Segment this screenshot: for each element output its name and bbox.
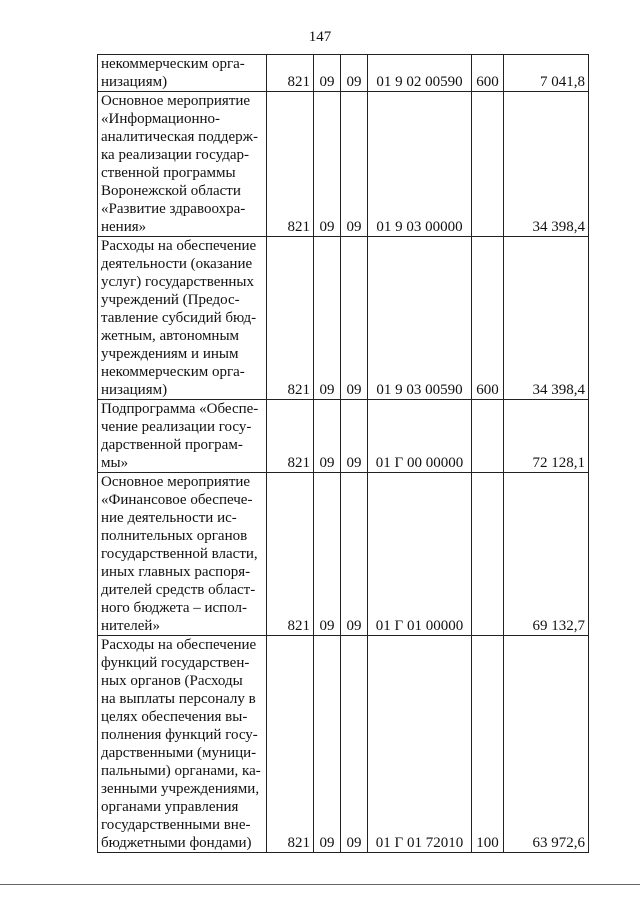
admin-code-cell: 821 — [267, 55, 314, 92]
item-name-line: низациям) — [101, 74, 168, 90]
item-name-line: Воронежской области — [101, 183, 241, 199]
amount-cell: 72 128,1 — [504, 400, 589, 473]
item-name-line: ного бюджета – испол- — [101, 600, 247, 616]
admin-code-cell: 821 — [267, 473, 314, 636]
item-name-line: пальными) органами, ка- — [101, 763, 261, 779]
table-row — [98, 473, 589, 636]
admin-code-cell: 821 — [267, 636, 314, 853]
expense-type-cell — [472, 400, 504, 473]
section-cell: 09 — [314, 636, 341, 853]
item-name-line: иных главных распоря- — [101, 564, 251, 580]
target-article-cell: 01 Г 00 00000 — [368, 400, 472, 473]
item-name-line: ние деятельности ис- — [101, 510, 237, 526]
expense-type-cell: 600 — [472, 55, 504, 92]
amount-cell: 34 398,4 — [504, 92, 589, 237]
item-name-line: на выплаты персоналу в — [101, 691, 256, 707]
item-name-line: чение реализации госу- — [101, 419, 252, 435]
item-name-line: дарственной програм- — [101, 437, 243, 453]
target-article-cell: 01 Г 01 72010 — [368, 636, 472, 853]
target-article-cell: 01 Г 01 00000 — [368, 473, 472, 636]
subsection-cell: 09 — [341, 400, 368, 473]
target-article-cell: 01 9 02 00590 — [368, 55, 472, 92]
table-row — [98, 636, 589, 853]
expense-type-cell — [472, 473, 504, 636]
item-name-line: функций государствен- — [101, 655, 250, 671]
item-name-line: Подпрограмма «Обеспе- — [101, 401, 259, 417]
item-name-line: мы» — [101, 455, 129, 471]
item-name-line: бюджетными фондами) — [101, 835, 252, 851]
item-name-line: зенными учреждениями, — [101, 781, 260, 797]
item-name-line: «Развитие здравоохра- — [101, 201, 246, 217]
expense-type-cell — [472, 92, 504, 237]
item-name-line: дителей средств област- — [101, 582, 256, 598]
item-name-line: низациям) — [101, 382, 168, 398]
item-name-line: целях обеспечения вы- — [101, 709, 248, 725]
budget-table — [97, 54, 589, 853]
subsection-cell: 09 — [341, 636, 368, 853]
bottom-rule — [0, 884, 640, 885]
item-name-cell — [98, 473, 267, 636]
subsection-cell: 09 — [341, 237, 368, 400]
item-name-line: услуг) государственных — [101, 274, 254, 290]
item-name-line: «Финансовое обеспече- — [101, 492, 253, 508]
amount-cell: 69 132,7 — [504, 473, 589, 636]
item-name-cell — [98, 400, 267, 473]
admin-code-cell: 821 — [267, 237, 314, 400]
item-name-line: Расходы на обеспечение — [101, 637, 257, 653]
section-cell: 09 — [314, 92, 341, 237]
item-name-line: Основное мероприятие — [101, 93, 251, 109]
subsection-cell: 09 — [341, 473, 368, 636]
item-name-line: полнительных органов — [101, 528, 248, 544]
item-name-cell — [98, 237, 267, 400]
item-name-line: органами управления — [101, 799, 239, 815]
item-name-line: аналитическая поддерж- — [101, 129, 259, 145]
item-name-line: государственной власти, — [101, 546, 258, 562]
subsection-cell: 09 — [341, 55, 368, 92]
section-cell: 09 — [314, 55, 341, 92]
item-name-line: ка реализации государ- — [101, 147, 249, 163]
amount-cell: 7 041,8 — [504, 55, 589, 92]
item-name-line: нения» — [101, 219, 147, 235]
item-name-line: тавление субсидий бюд- — [101, 310, 257, 326]
item-name-cell — [98, 636, 267, 853]
item-name-line: Расходы на обеспечение — [101, 238, 257, 254]
item-name-line: ственной программы — [101, 165, 236, 181]
page-number: 147 — [308, 29, 332, 45]
section-cell: 09 — [314, 400, 341, 473]
item-name-line: учреждениям и иным — [101, 346, 239, 362]
item-name-line: «Информационно- — [101, 111, 221, 127]
item-name-line: нителей» — [101, 618, 160, 634]
item-name-cell — [98, 55, 267, 92]
table-row — [98, 400, 589, 473]
item-name-line: дарственными (муници- — [101, 745, 257, 761]
subsection-cell: 09 — [341, 92, 368, 237]
item-name-line: Основное мероприятие — [101, 474, 251, 490]
expense-type-cell: 100 — [472, 636, 504, 853]
amount-cell: 63 972,6 — [504, 636, 589, 853]
item-name-line: ных органов (Расходы — [101, 673, 243, 689]
admin-code-cell: 821 — [267, 400, 314, 473]
admin-code-cell: 821 — [267, 92, 314, 237]
item-name-cell — [98, 92, 267, 237]
table-row — [98, 55, 589, 92]
item-name-line: деятельности (оказание — [101, 256, 253, 272]
table-row — [98, 237, 589, 400]
item-name-line: некоммерческим орга- — [101, 364, 245, 380]
item-name-line: полнения функций госу- — [101, 727, 258, 743]
item-name-line: государственными вне- — [101, 817, 251, 833]
expense-type-cell: 600 — [472, 237, 504, 400]
amount-cell: 34 398,4 — [504, 237, 589, 400]
section-cell: 09 — [314, 237, 341, 400]
table-row — [98, 92, 589, 237]
target-article-cell: 01 9 03 00590 — [368, 237, 472, 400]
item-name-line: жетным, автономным — [101, 328, 240, 344]
target-article-cell: 01 9 03 00000 — [368, 92, 472, 237]
item-name-line: некоммерческим орга- — [101, 56, 245, 72]
section-cell: 09 — [314, 473, 341, 636]
item-name-line: учреждений (Предос- — [101, 292, 240, 308]
